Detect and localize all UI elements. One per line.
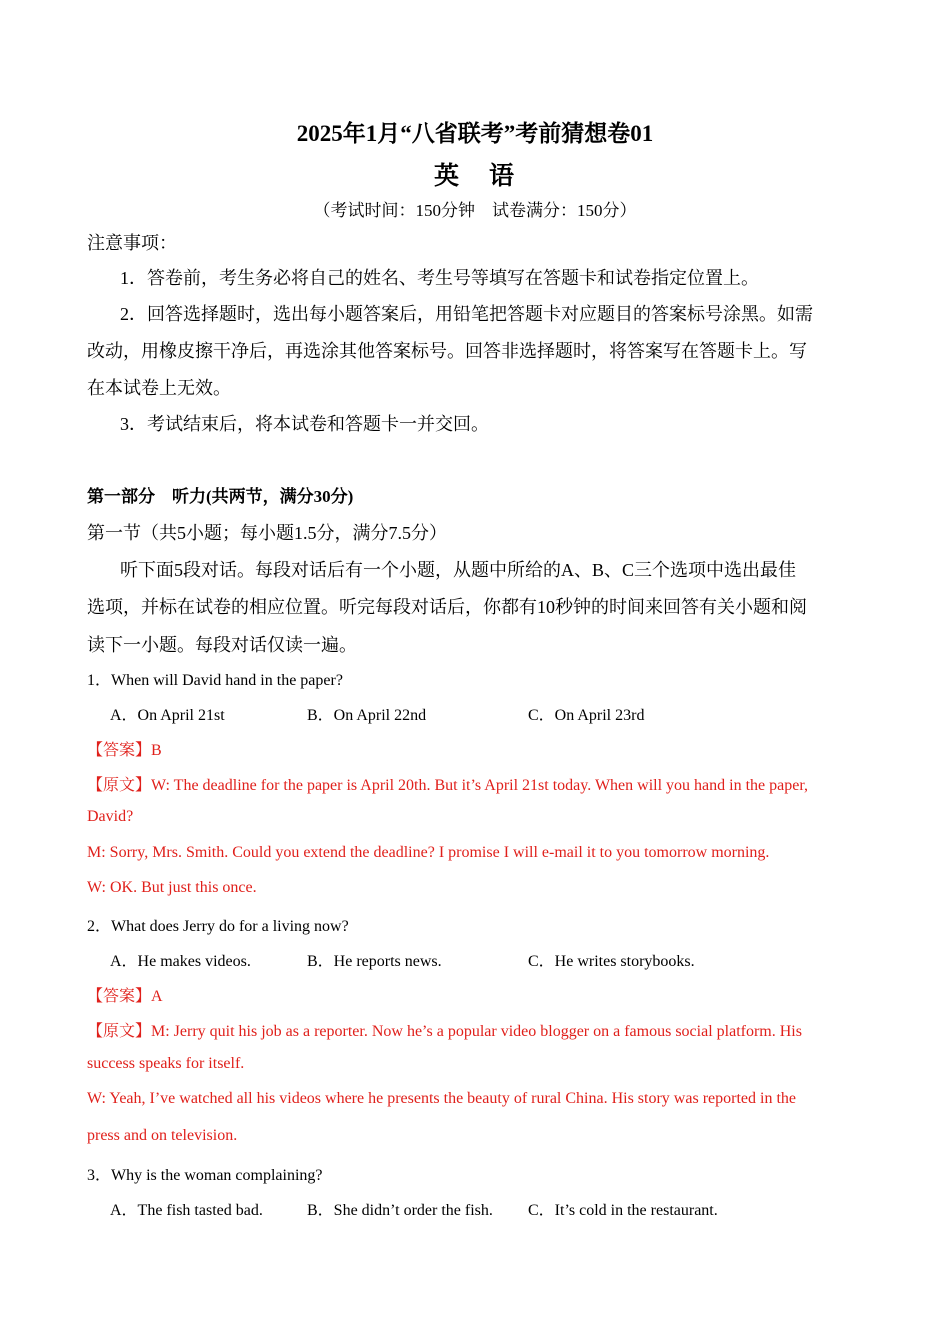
question-1-script-line-1: 【原文】W: The deadline for the paper is April 20th. But it’s April 21st today. When will you hand in the paper, <box>87 777 809 794</box>
page-title: 2025年1月“八省联考”考前猜想卷01 <box>296 121 654 146</box>
note-item-3: 3．考试结束后，将本试卷和答题卡一并交回。 <box>120 414 489 434</box>
instructions-line-3: 读下一小题。每段对话仅读一遍。 <box>87 635 357 655</box>
question-3-option-a: A．The fish tasted bad. <box>110 1202 263 1219</box>
question-2-script-line-3: W: Yeah, I’ve watched all his videos where he presents the beauty of rural China. His story was reported in the <box>87 1090 796 1107</box>
question-2-answer: 【答案】A <box>87 988 163 1005</box>
question-2-option-b: B．He reports news. <box>307 953 442 970</box>
part-heading: 第一部分 听力(共两节，满分30分) <box>87 487 354 506</box>
subject-title <box>0 156 950 192</box>
question-1-option-a: A．On April 21st <box>110 707 225 724</box>
question-3-stem: 3．Why is the woman complaining? <box>87 1167 323 1184</box>
question-3-option-c: C．It’s cold in the restaurant. <box>528 1202 718 1219</box>
question-1-option-c: C．On April 23rd <box>528 707 645 724</box>
note-item-2-line-2: 改动，用橡皮擦干净后，再选涂其他答案标号。回答非选择题时，将答案写在答题卡上。写 <box>87 341 807 361</box>
note-item-2-line-1: 2．回答选择题时，选出每小题答案后，用铅笔把答题卡对应题目的答案标号涂黑。如需 <box>120 304 813 324</box>
question-2-option-c: C．He writes storybooks. <box>528 953 695 970</box>
section-sub-heading: 第一节（共5小题；每小题1.5分，满分7.5分） <box>87 523 447 543</box>
subject-char-1: 英 <box>433 163 461 190</box>
question-2-option-a: A．He makes videos. <box>110 953 251 970</box>
question-1-script-line-4: W: OK. But just this once. <box>87 879 257 896</box>
question-2-script-line-1: 【原文】M: Jerry quit his job as a reporter. Now he’s a popular video blogger on a famous social platform. His <box>87 1023 802 1040</box>
question-1-script-line-3: M: Sorry, Mrs. Smith. Could you extend the deadline? I promise I will e-mail it to you tomorrow morning. <box>87 844 770 861</box>
question-1-option-b: B．On April 22nd <box>307 707 427 724</box>
question-2-script-line-4: press and on television. <box>87 1127 238 1144</box>
question-1-stem: 1．When will David hand in the paper? <box>87 672 343 689</box>
question-1-script-line-2: David? <box>87 808 134 825</box>
question-2-stem: 2．What does Jerry do for a living now? <box>87 918 349 935</box>
question-2-script-line-2: success speaks for itself. <box>87 1055 245 1072</box>
instructions-line-2: 选项，并标在试卷的相应位置。听完每段对话后，你都有10秒钟的时间来回答有关小题和阅 <box>87 597 807 617</box>
exam-time-info: （考试时间：150分钟 试卷满分：150分） <box>313 201 637 220</box>
instructions-line-1: 听下面5段对话。每段对话后有一个小题，从题中所给的A、B、C三个选项中选出最佳 <box>120 560 797 580</box>
notes-heading: 注意事项： <box>87 233 177 253</box>
question-1-answer: 【答案】B <box>87 742 162 759</box>
subject-char-2: 语 <box>489 163 517 190</box>
question-3-option-b: B．She didn’t order the fish. <box>307 1202 493 1219</box>
note-item-2-line-3: 在本试卷上无效。 <box>87 378 231 398</box>
note-item-1: 1．答卷前，考生务必将自己的姓名、考生号等填写在答题卡和试卷指定位置上。 <box>120 268 759 288</box>
